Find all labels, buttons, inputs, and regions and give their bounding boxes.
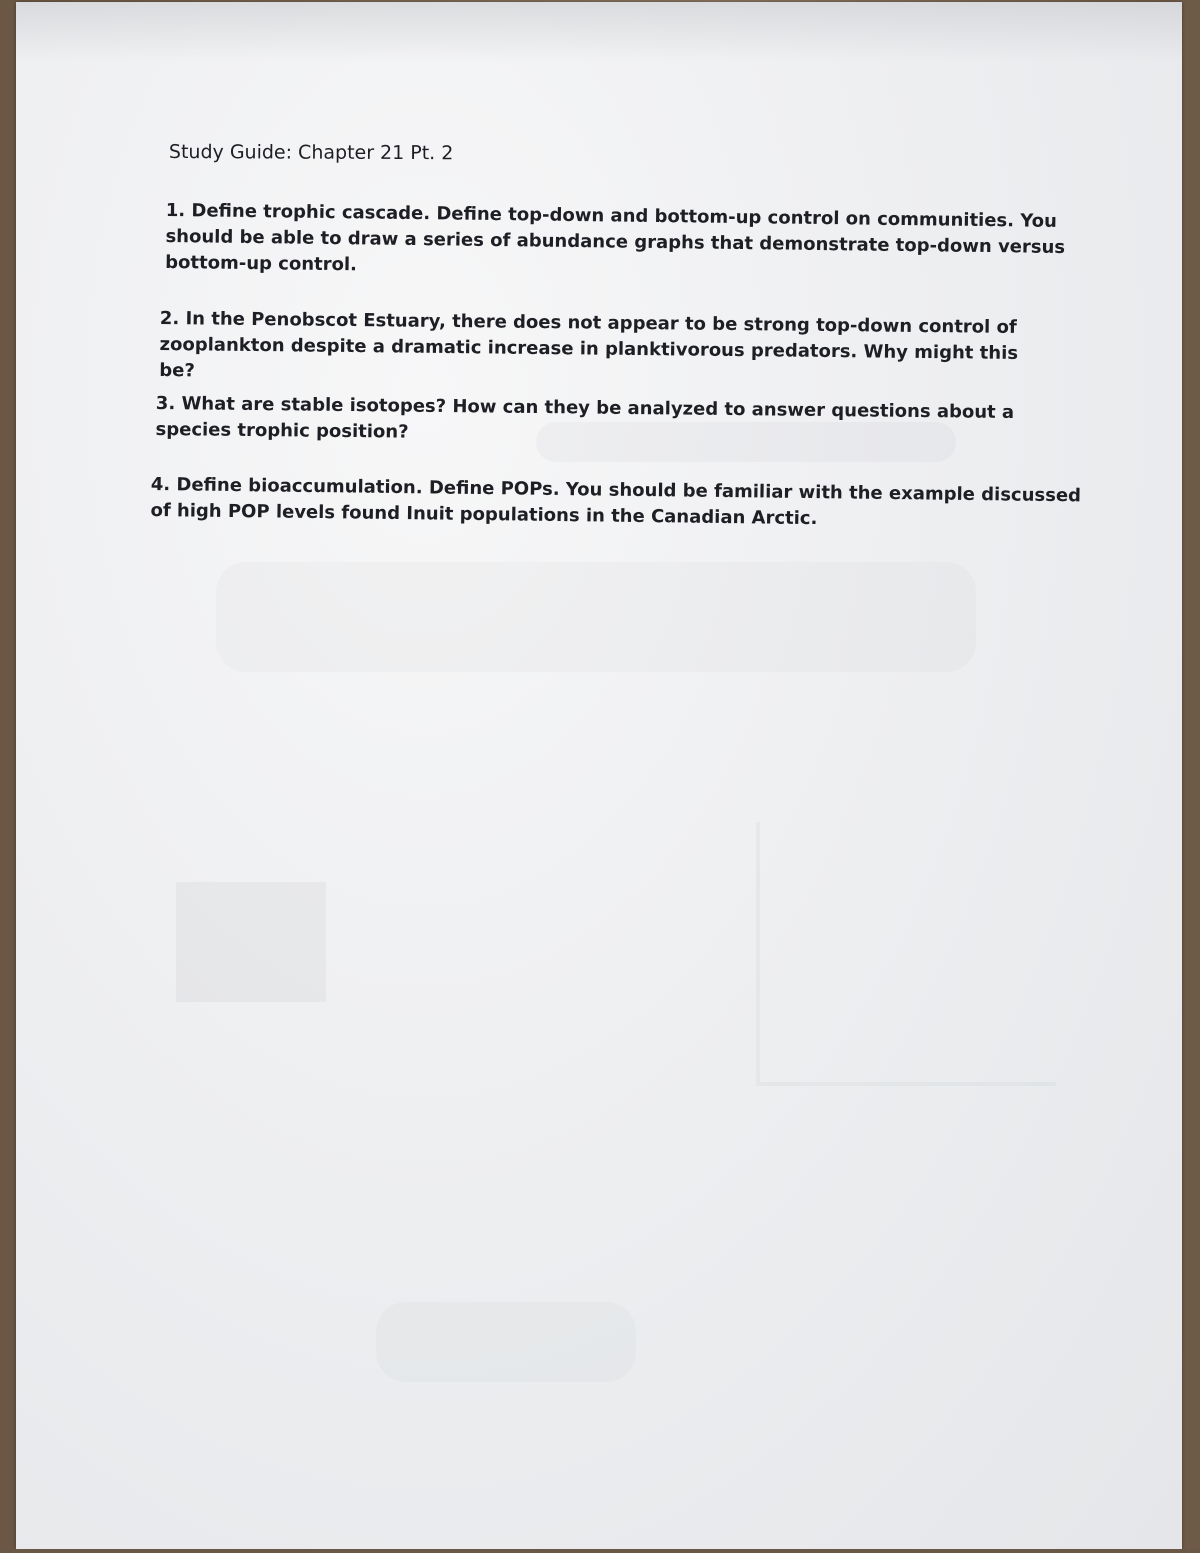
document-content [16, 2, 1182, 1550]
question-1: 1. Define trophic cascade. Define top-down and bottom-up control on communities. You should be able to draw a series of abundance graphs that demonstrate top-down versus bottom-up control. [165, 199, 1066, 276]
page-title: Study Guide: Chapter 21 Pt. 2 [168, 141, 454, 165]
question-2: 2. In the Penobscot Estuary, there does not appear to be strong top-down control of zooplankton despite a dramatic increase in planktivorous predators. Why might this be? [159, 307, 1019, 382]
question-3: 3. What are stable isotopes? How can they be analyzed to answer questions about a species trophic position? [155, 392, 1015, 443]
question-4: 4. Define bioaccumulation. Define POPs. You should be familiar with the example discussed of high POP levels found Inuit populations in the Canadian Arctic. [150, 473, 1082, 530]
table-edge [0, 1549, 1200, 1553]
paper-sheet [16, 2, 1182, 1550]
